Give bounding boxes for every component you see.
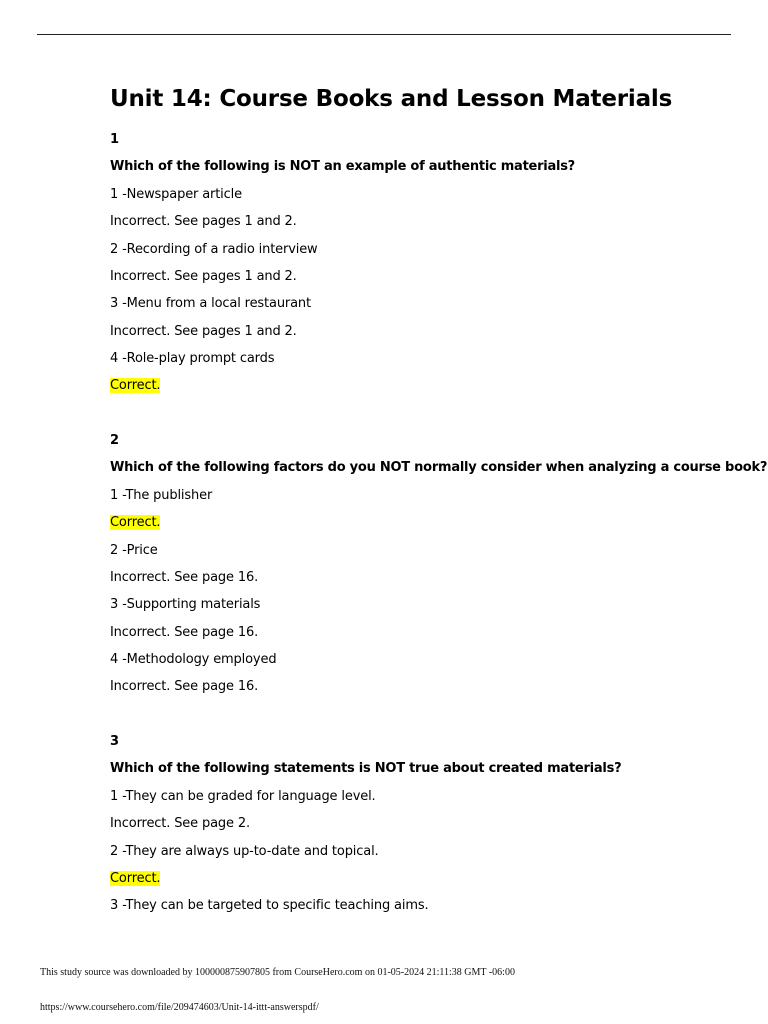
option-label: 1 -The publisher	[110, 488, 213, 503]
feedback-text: Incorrect. See page 16.	[110, 570, 259, 585]
feedback-text: Incorrect. See page 2.	[110, 816, 250, 831]
option-feedback-correct	[110, 870, 160, 887]
option-label: 1 -Newspaper article	[110, 187, 242, 202]
option-feedback-correct	[110, 514, 160, 531]
feedback-text: Incorrect. See page 16.	[110, 625, 259, 640]
feedback-text: Correct.	[110, 871, 161, 886]
option-feedback	[110, 323, 297, 340]
option-label: 3 -Menu from a local restaurant	[110, 296, 311, 311]
page-title: Unit 14: Course Books and Lesson Materials	[110, 86, 673, 112]
feedback-text: Incorrect. See pages 1 and 2.	[110, 214, 297, 229]
option-label: 4 -Methodology employed	[110, 652, 277, 667]
option-feedback	[110, 569, 258, 586]
option-label: 1 -They can be graded for language level.	[110, 789, 376, 804]
question-text: Which of the following factors do you NOT normally consider when analyzing a course book?	[110, 460, 768, 475]
option-feedback	[110, 268, 297, 285]
option-feedback	[110, 213, 297, 230]
feedback-text: Correct.	[110, 515, 161, 530]
option-label: 2 -Price	[110, 543, 158, 558]
question-number: 2	[110, 433, 119, 448]
option-label: 2 -They are always up-to-date and topical.	[110, 844, 379, 859]
option-label: 3 -Supporting materials	[110, 597, 261, 612]
option-feedback	[110, 678, 258, 695]
question-number: 3	[110, 734, 119, 749]
option-feedback	[110, 624, 258, 641]
question-text: Which of the following statements is NOT true about created materials?	[110, 761, 622, 776]
top-divider	[37, 34, 731, 35]
source-url-link[interactable]: https://www.coursehero.com/file/209474603/Unit-14-ittt-answerspdf/	[40, 1002, 319, 1013]
option-label: 2 -Recording of a radio interview	[110, 242, 318, 257]
option-feedback	[110, 815, 250, 832]
feedback-text: Correct.	[110, 378, 161, 393]
feedback-text: Incorrect. See pages 1 and 2.	[110, 269, 297, 284]
download-notice: This study source was downloaded by 100000875907805 from CourseHero.com on 01-05-2024 21:11:38 GMT -06:00	[40, 967, 515, 978]
feedback-text: Incorrect. See pages 1 and 2.	[110, 324, 297, 339]
feedback-text: Incorrect. See page 16.	[110, 679, 259, 694]
option-feedback-correct	[110, 377, 160, 394]
option-label: 3 -They can be targeted to specific teaching aims.	[110, 898, 429, 913]
question-number: 1	[110, 132, 119, 147]
option-label: 4 -Role-play prompt cards	[110, 351, 275, 366]
question-text: Which of the following is NOT an example of authentic materials?	[110, 159, 575, 174]
